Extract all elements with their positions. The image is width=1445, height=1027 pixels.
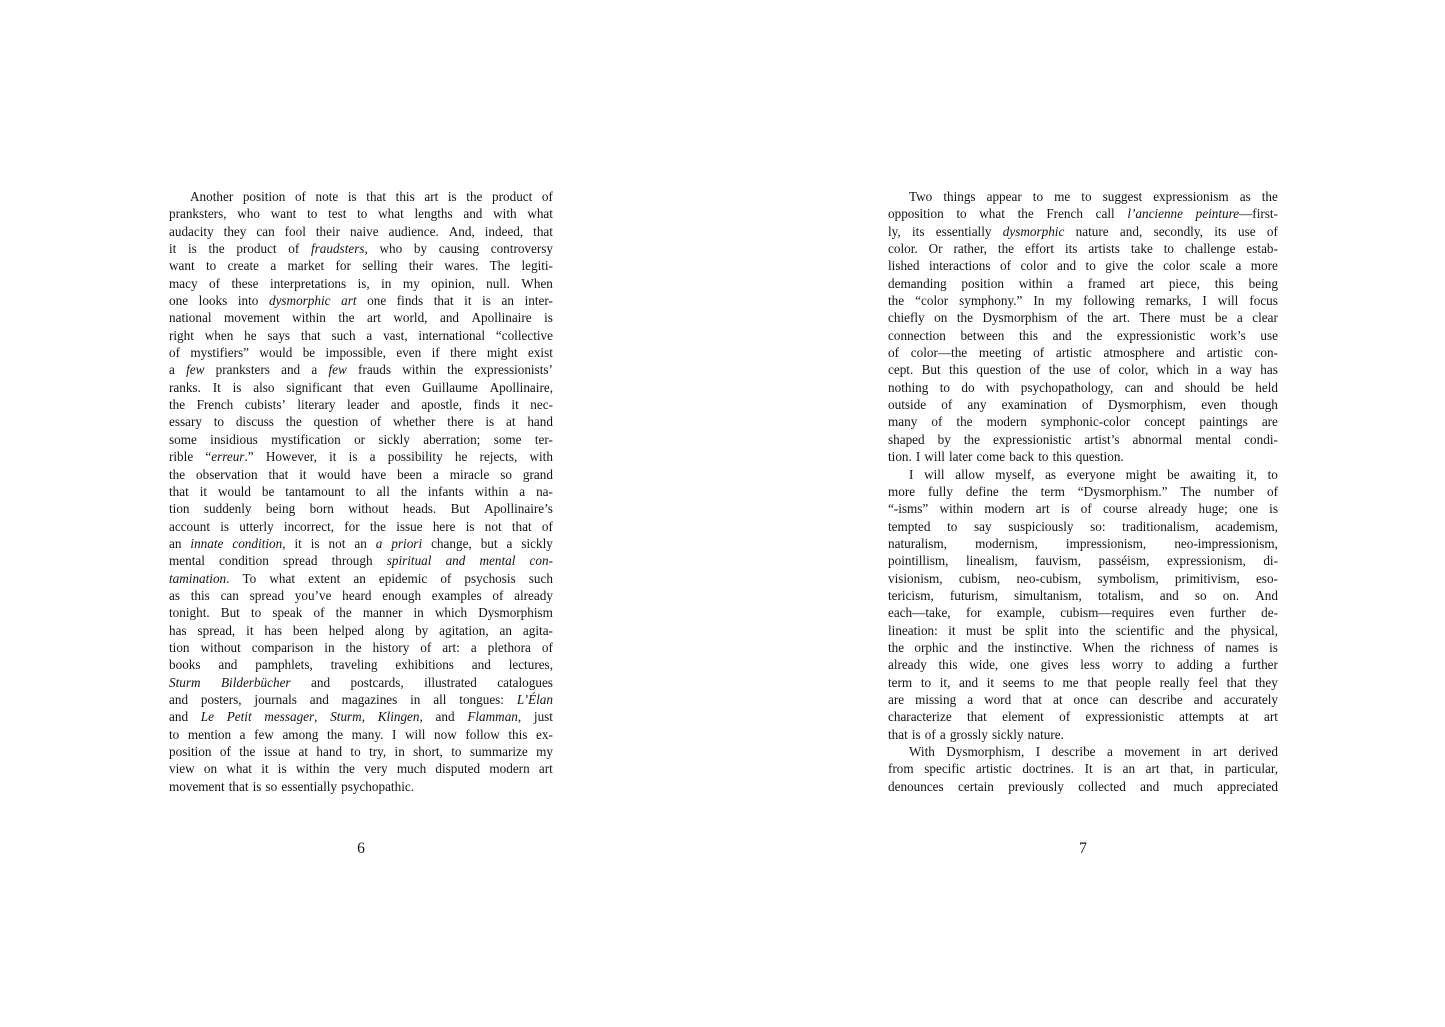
text-line: naturalism, modernism, impressionism, neo-impressionism, [888,535,1278,551]
text-line: movement that is so essentially psychopathic. [169,778,415,794]
text-line: more fully define the term “Dysmorphism.” The number of [888,483,1278,499]
text-line: shaped by the expressionistic artist’s abnormal mental condi- [888,431,1278,447]
text-line: as this can spread you’ve heard enough examples of already [169,587,553,603]
text-line: denounces certain previously collected and much appreciated [888,778,1278,794]
text-line: already this wide, one gives less worry to adding a further [888,657,1278,673]
page-left-number: 6 [357,840,365,857]
text-line: With Dysmorphism, I describe a movement in art derived [909,744,1278,759]
text-line: connection between this and the expressionistic work’s use [888,327,1278,343]
text-line: term to it, and it seems to me that people really feel that they [888,674,1278,690]
text-line: the French cubists’ literary leader and apostle, finds it nec- [169,397,553,413]
page-right-text [888,188,1278,795]
text-line: mental condition spread through spiritual and mental con- [169,553,553,569]
text-line: the “color symphony.” In my following remarks, I will focus [888,293,1278,309]
text-line: that is of a grossly sickly nature. [888,726,1064,742]
text-line: pointillism, linealism, fauvism, passéism, expressionism, di- [888,553,1278,569]
text-line: has spread, it has been helped along by agitation, an agita- [169,622,553,638]
text-line: macy of these interpretations is, in my opinion, null. When [169,275,553,291]
text-line: and posters, journals and magazines in all tongues: L’Élan [169,691,553,707]
text-line: cept. But this question of the use of color, which in a way has [888,362,1278,378]
text-line: rible “erreur.” However, it is a possibility he rejects, with [169,449,553,465]
text-line: and Le Petit messager, Sturm, Klingen, and Flamman, just [169,709,553,725]
text-line: ranks. It is also significant that even Guillaume Apollinaire, [169,379,553,395]
text-line: right when he says that such a vast, international “collective [169,327,553,343]
text-line: from specific artistic doctrines. It is an art that, in particular, [888,761,1278,777]
text-line: many of the modern symphonic-color concept paintings are [888,414,1278,430]
text-line: account is utterly incorrect, for the issue here is not that of [169,518,553,534]
text-line: “-isms” within modern art is of course already huge; one is [888,501,1278,517]
text-line: tion. I will later come back to this question. [888,449,1124,465]
text-line: books and pamphlets, traveling exhibitions and lectures, [169,657,553,673]
text-line: tonight. But to speak of the manner in which Dysmorphism [169,605,553,621]
text-line: essary to discuss the question of whether there is at hand [169,414,553,430]
text-line: to mention a few among the many. I will now follow this ex- [169,726,553,742]
text-line: tamination. To what extent an epidemic of psychosis such [169,570,553,586]
text-line: the observation that it would have been a miracle so grand [169,466,553,482]
text-line: it is the product of fraudsters, who by causing controversy [169,241,553,257]
text-line: tion without comparison in the history of art: a plethora of [169,639,553,655]
page-right-number: 7 [1079,840,1087,857]
text-line: visionism, cubism, neo-cubism, symbolism, primitivism, eso- [888,570,1278,586]
text-line: Two things appear to me to suggest expressionism as the [909,189,1278,204]
text-line: an innate condition, it is not an a priori change, but a sickly [169,535,553,551]
text-line: some insidious mystification or sickly aberration; some ter- [169,431,553,447]
text-line: the orphic and the instinctive. When the richness of names is [888,639,1278,655]
text-line: of color—the meeting of artistic atmosphere and artistic con- [888,345,1278,361]
text-line: want to create a market for selling their wares. The legiti- [169,258,553,274]
text-line: lineation: it must be split into the scientific and the physical, [888,622,1278,638]
text-line: color. Or rather, the effort its artists take to challenge estab- [888,241,1278,257]
text-line: tion suddenly being born without heads. But Apollinaire’s [169,501,553,517]
text-line: nothing to do with psychopathology, can and should be held [888,379,1278,395]
text-line: one looks into dysmorphic art one finds that it is an inter- [169,293,553,309]
text-line: national movement within the art world, and Apollinaire is [169,310,553,326]
text-line: chiefly on the Dysmorphism of the art. There must be a clear [888,310,1278,326]
text-line: Another position of note is that this art is the product of [190,189,553,204]
text-line: Sturm Bilderbücher and postcards, illustrated catalogues [169,674,553,690]
text-line: are missing a word that at once can describe and accurately [888,691,1278,707]
text-line: outside of any examination of Dysmorphism, even though [888,397,1278,413]
text-line: a few pranksters and a few frauds within the expressionists’ [169,362,553,378]
text-line: ly, its essentially dysmorphic nature and, secondly, its use of [888,223,1278,239]
text-line: of mystifiers” would be impossible, even if there might exist [169,345,553,361]
text-line: tericism, futurism, simultanism, totalism, and so on. And [888,587,1278,603]
text-line: lished interactions of color and to give the color scale a more [888,258,1278,274]
text-line: view on what it is within the very much disputed modern art [169,761,553,777]
text-line: pranksters, who want to test to what lengths and with what [169,206,553,222]
text-line: tempted to say suspiciously so: traditionalism, academism, [888,518,1278,534]
text-line: audacity they can fool their naive audience. And, indeed, that [169,223,553,239]
text-line: demanding position within a framed art piece, this being [888,275,1278,291]
text-line: characterize that element of expressionistic attempts at art [888,709,1278,725]
text-line: I will allow myself, as everyone might be awaiting it, to [909,466,1278,482]
text-line: each—take, for example, cubism—requires even further de- [888,605,1278,621]
page-left-text [169,188,553,795]
text-line: that it would be tantamount to all the infants within a na- [169,483,553,499]
text-line: position of the issue at hand to try, in short, to summarize my [169,744,553,759]
text-line: opposition to what the French call l’ancienne peinture—first- [888,206,1278,222]
